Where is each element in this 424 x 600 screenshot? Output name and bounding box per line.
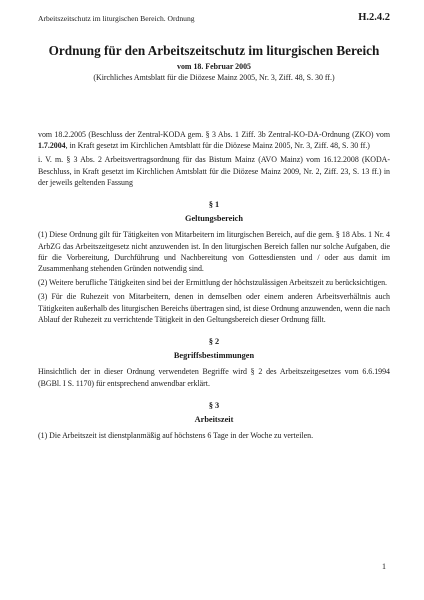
section-1-paragraph-2: (2) Weitere berufliche Tätigkeiten sind bei der Ermittlung der höchstzulässigen Arbeitszeit zu berücksichtigen. (38, 278, 387, 288)
history-paragraph-1 (38, 129, 390, 151)
section-3-heading (38, 400, 390, 425)
title-block (38, 43, 390, 82)
section-number: § 1 (208, 200, 220, 210)
section-number: § 2 (208, 337, 220, 347)
section-number: § 3 (208, 400, 220, 410)
section-title: Begriffsbestimmungen (173, 351, 255, 361)
section-3-paragraph-1: (1) Die Arbeitszeit ist dienstplanmäßig auf höchstens 6 Tage in der Woche zu verteilen. (38, 431, 314, 441)
document-date: vom 18. Februar 2005 (177, 62, 251, 71)
section-1-paragraph-1: (1) Diese Ordnung gilt für Tätigkeiten von Mitarbeitern im liturgischen Bereich, auf die gem. § 18 Abs. 1 Nr. 4 ArbZG das Arbeitszeitgesetz nicht anzuwenden ist. In den liturgischen Bereich fallen nur solche Aufgaben, die für die Vorbereitung, Durchführung und Nachbereitung von Gottesdiensten und / oder aus damit im Zusammenhang stehenden Gründen notwendig sind. (38, 230, 390, 274)
history-date-bold: 1.7.2004 (38, 141, 66, 151)
section-title: Arbeitszeit (194, 415, 234, 425)
section-title: Geltungsbereich (185, 214, 243, 224)
section-1-heading (38, 199, 390, 224)
history-text-pre: vom 18.2.2005 (Beschluss der Zentral-KODA gem. § 3 Abs. 1 Ziff. 3b Zentral-KO-DA-Ordnung (ZKO) vom (38, 130, 390, 139)
document-source: (Kirchliches Amtsblatt für die Diözese Mainz 2005, Nr. 3, Ziff. 48, S. 30 ff.) (93, 73, 335, 82)
document-code: H.2.4.2 (358, 12, 390, 23)
history-paragraph-2: i. V. m. § 3 Abs. 2 Arbeitsvertragsordnung für das Bistum Mainz (AVO Mainz) vom 16.12.2008 (KODA-Beschluss, in Kraft gesetzt im Kirchlichen Amtsblatt für die Diözese Mainz 2009, Nr. 2, Ziff. 23, S. 13 ff.) in der jeweils geltenden Fassung (38, 155, 390, 187)
section-2-paragraph-1: Hinsichtlich der in dieser Ordnung verwendeten Begriffe wird § 2 des Arbeitszeitgesetzes vom 6.6.1994 (BGBl. I S. 1170) für entsprechend anwendbar erklärt. (38, 367, 390, 388)
running-header (38, 13, 390, 27)
section-2-heading (38, 336, 390, 361)
document-title: Ordnung für den Arbeitszeitschutz im liturgischen Bereich (48, 43, 380, 58)
document-body (38, 129, 390, 444)
history-text-post: , in Kraft gesetzt im Kirchlichen Amtsblatt für die Diözese Mainz 2005, Nr. 3, Ziff. 48, S. 30 ff.) (65, 141, 370, 151)
running-title: Arbeitszeitschutz im liturgischen Bereich. Ordnung (38, 14, 195, 23)
page-number: 1 (382, 562, 386, 571)
section-1-paragraph-3: (3) Für die Ruhezeit von Mitarbeitern, denen in demselben oder einem anderen Arbeitsverhältnis auch Tätigkeiten außerhalb des liturgischen Bereichs übertragen sind, ist diese Ordnung anzuwenden, wenn die nach Ablauf der Ruhezeit zu verrichtende Tätigkeit in den Geltungsbereich dieser Ordnung fällt. (38, 292, 390, 324)
